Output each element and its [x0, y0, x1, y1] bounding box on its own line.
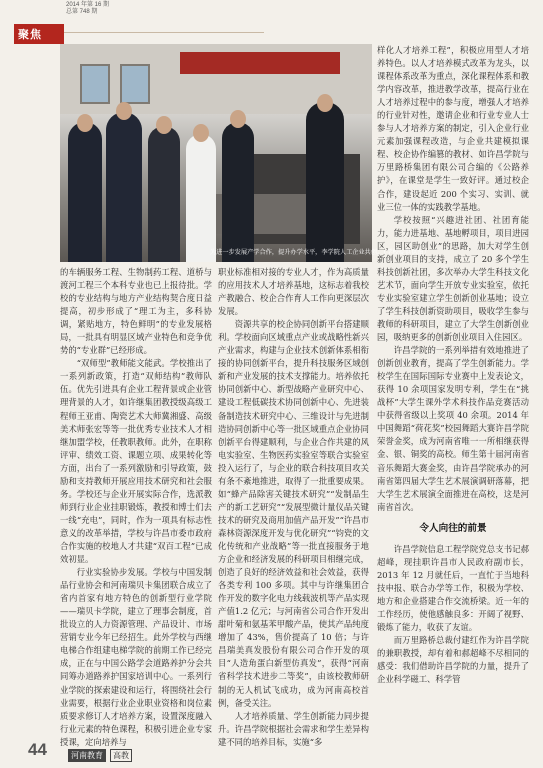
photo-person [222, 122, 254, 262]
issue-line-2: 总第 748 期 [66, 9, 98, 15]
issue-line-1: 2014 年第 16 期 [66, 2, 110, 8]
photo-person-head [230, 110, 246, 128]
paragraph: 样化人才培养工程”，积极应用型人才培养特色。以人才培养模式改革为龙头，以课程体系改革为重点，深化课程体系和教学内容改革，推进教学改革，提高行业在人才培养过程中的参与度，增强人才培养的行业针对性，邀请企业和行业专业人士参与人才培养方案的制定，引入企业行业元素加强课程改造，与企业共建模拟课程、校企协作编篡的教材、如许昌学院与万里路桥集团有限公司合编的《公路养护》，在课堂是学生一致好评。通过校企合作，建设起近 200 个实习、实训、就业三位一体的实践教学基地。 [377, 45, 529, 212]
publication-edition: 高教 [110, 749, 132, 762]
paragraph: 行业实验协步发展。学校与中国发制品行业协会和河南瑞贝卡集团联合成立了省内首家有地方特色的创新型行业学院——瑞贝卡学院，建立了理事会制度，首批设立的人力资源管理、产品设计、市场营销专业今年已经招生。此外学校与西继电梯合作组建电梯学院的前期工作已经完成，正在与中国公路学会道路养护分会共同筹办道路养护国家培训中心。一系列行业学院的探索建设和运行，将围绕社会行业需要，根据行业企业职业资格和岗位素质要求修订人才培养方案，设置深度融入行业元素的特色课程，积极引进企业专家授课，定向培养与 [60, 567, 212, 747]
page-header [0, 0, 543, 44]
paragraph: 职业标准相对接的专业人才，作为高质量的应用技术人才培养基地，这标志着我校产教融合、校企合作育人工作向更深层次发展。 [218, 267, 369, 317]
paragraph: 资源共享的校企协同创新平台搭建顺利。学校面向区域重点产业或战略性新兴产业需求，构建与企业技术创新体系相衔接的协同创新平台，提升科技服务区域创新和产业发展的技术支撑能力。培养依托协同创新中心、新型战略产业研究中心、建设工程低碳技术协同创新中心、先进装备制造技术研究中心、三维设计与先进制造协同创新中心等一批区域重点企业协同创新平台得建顺利，与企业合作共建的风电实验室、生物医药实验室等联合实验室投入运行了，与企业的联合科技项目攻关有条不紊地推进，取得了一批重要成果。如“蜂产品除害关键技术研究”“发制品生产的新工艺研究”“发展型微计量仪品关键技术的研究及商用加值产品开发”“许昌市森林资源深度开发与优化研究”“钧瓷的文化传统和产业战略”等一批直接服务于地方企业和经济发展的科研项目相继完成，创造了良好的经济效益和社会效益，获得各类专利 100 多项。其中与许继集团合作开发的数字化电力线载波机等产品实现产值1.2 亿元；与河南省公司合作开发出甜叶菊和氨基苯甲酸产品，使其产品纯度增加了 43%，售价提高了 10 倍；与许昌瑞美真发股份有限公司合作开发的项目“人造角蛋白新型仿真发”，获得“河南省科学技术进步二等奖”，由该校教师研制的无人机试飞成功，成为河南高校首例，备受关注。 [218, 319, 369, 708]
photo-person-head [116, 102, 132, 120]
paragraph: 人才培养质量、学生创新能力同步提升。许昌学院根据社会需求和学生差异构建不同的培养目标，实施“多 [218, 710, 369, 747]
paragraph: 许昌学院的一系列举措有效地推进了创新创业教育，提高了学生创新能力。学校学生在国际国际专业赛中上发表论文，获得 10 余项国家发明专利，学生在“挑战杯”大学生课外学术科技作品竞赛活动中获得省级以上奖项 40 余项。2014 年中国舞蹈“荷花奖”校园舞蹈大赛许昌学院荣誉金奖，成为河南省唯一一所相继获得金、银、铜奖的高校。师生第十届河南省音乐舞蹈大赛金奖，由许昌学院承办的河南省第四届大学生艺术展演调研落幕，把大学生艺术展演全面推进在高校，这是河南省首次。 [377, 345, 529, 512]
publication-name: 河南教育 [68, 749, 106, 762]
photo-person-head [77, 114, 93, 132]
paragraph: 许昌学院信息工程学院党总支书记郝超峰，现挂职许昌市人民政府副市长，2013 年 12 月就任后，一直忙于当地科技申报、联合办学等工作，积极为学校、地方和企业搭建合作交流桥梁。近一年的工作经历，使他感触良多：开阔了视野、锻炼了能力，收获了友谊。 [377, 543, 529, 632]
photo-person-head [193, 124, 209, 142]
photo-window [80, 64, 110, 104]
photo-person [68, 122, 102, 262]
photo-person [148, 126, 180, 262]
photo-window [120, 64, 150, 104]
text-column-3 [377, 44, 529, 686]
photo-person-head [317, 94, 333, 112]
photo-person [106, 112, 142, 262]
photo-caption: 为进一步发展产学合作，提升办学水平，李学院人工企业共创。（学校提供供图） [210, 249, 430, 256]
section-label: 聚焦 [18, 29, 42, 41]
photo-person [306, 102, 344, 262]
paragraph: 的车辆服务工程、生物制药工程、道桥与渡河工程三个本科专业也已上报待批。学校的专业结构与地方产业结构契合度日益提高，初步形成了“理工为主，多科协调，紧贴地方，特色鲜明”的专业发展格局，一批具有明显区域产业特色和竞争优势的“专业群”已经形成。 [60, 267, 212, 356]
photo-person-head [156, 116, 172, 134]
page-footer [0, 740, 543, 768]
header-rule [64, 32, 264, 33]
section-heading: 令人向往的前景 [419, 522, 487, 534]
text-column-1 [60, 266, 212, 749]
issue-info [66, 2, 109, 16]
photo-person [186, 134, 216, 262]
paragraph: “双师型”教师能文能武。学校推出了一系列新政策，打造“双师结构”教师队伍。优先引进具有企业工程背景或企业管理背景的人才，如许继集团教授级高级工程师王亚甫、陶瓷艺术大师冀湘盛、高级美术师张宏等等一批优秀专业技术人才相继加盟学校，任教职教师。此外，在职称评审、绩效工资、课题立项、成果转化等方面，出台了一系列激励和引导政策，鼓励和支持教师开展应用技术研究和社会服务。学校还与企业开展实际合作，选派教师到行业企业挂职锻炼，教授和博士们去一线“充电”，同时，作为一项具有标志性意义的改革举措，学校与许昌市委市政府合作实施的校地人才共建“双百工程”已成效初显。 [60, 358, 212, 565]
article-photo [60, 44, 430, 262]
page-number: 44 [28, 740, 47, 759]
text-column-2 [218, 266, 369, 749]
paragraph: 学校按照“兴趣进社团、社团育能力，能力进基地、基地孵项目，项目进园区，园区助创业”的思路，加大对学生创新创业项目的支持，成立了 20 多个学生科技创新社团，多次举办大学生科技文化艺术节，面向学生开放专业实验室，依托专业实验室建立学生创新创业基地；设立了学生科技创新资助项目，吸收学生参与教师的科研项目，建立了大学生创新创业园，吸纳更多的创新创业项目入住园区。 [377, 214, 529, 343]
paragraph: 而万里路桥总裁付建红作为许昌学院的兼职教授，却有着和郝超峰不尽相同的感受：我们借助许昌学院的力量，提升了企业科学磁工、科学管 [377, 635, 529, 685]
photo-banner [180, 52, 340, 74]
